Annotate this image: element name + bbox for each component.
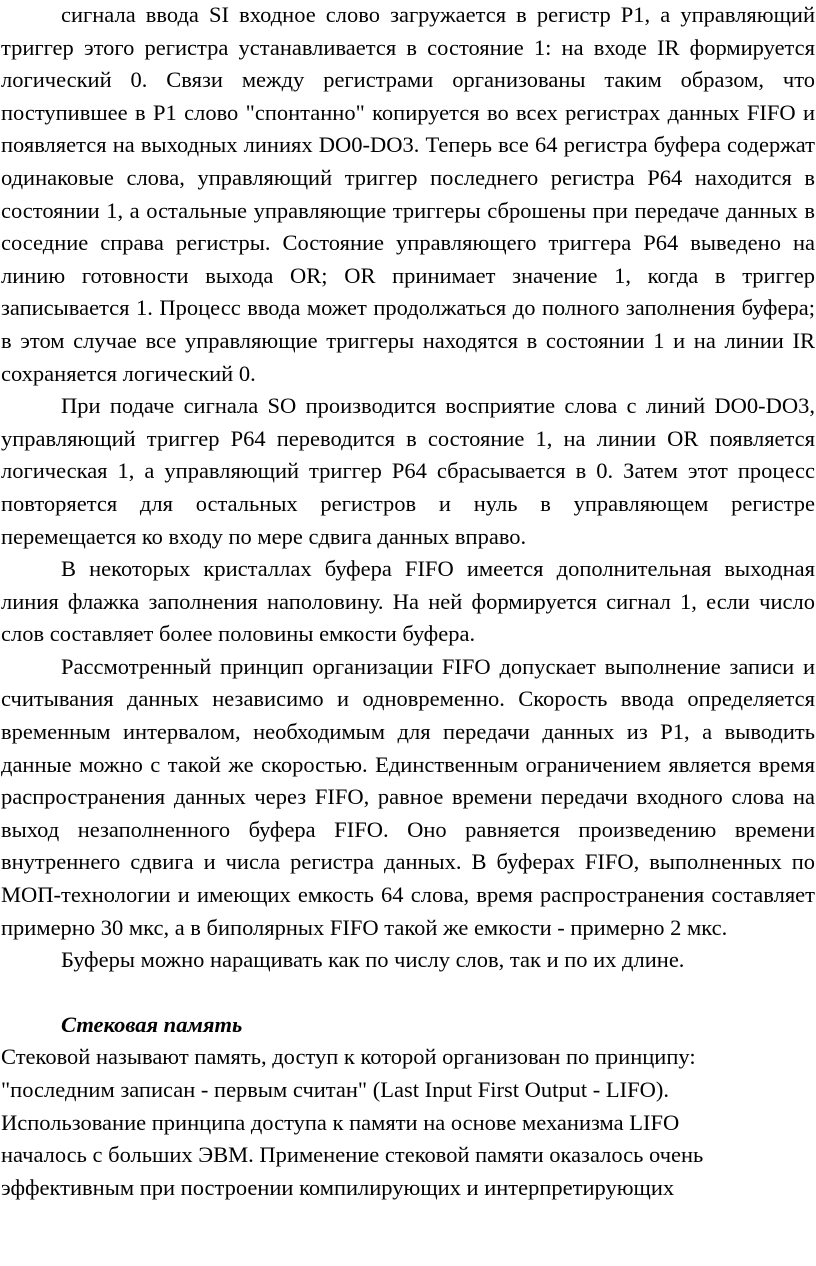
paragraph-fifo-timing: Рассмотренный принцип организации FIFO допускает выполнение записи и считывания данных независимо и одновременно. Скорость ввода определяется временным интервалом, необходимым для передачи данных из P1, а выводить данные можно с такой же скоростью. Единственным ограничением является время распространения данных через FIFO, равное времени передачи входного слова на выход незаполненного буфера FIFO. Оно равняется произведению времени внутреннего сдвига и числа регистра данных. В буферах FIFO, выполненных по МОП-технологии и имеющих емкость 64 слова, время распространения составляет примерно 30 мкс, а в биполярных FIFO такой же емкости - примерно 2 мкс.: [1, 653, 815, 940]
section-heading: Стековая память: [61, 1011, 243, 1037]
section-body: [1, 1041, 815, 1204]
section-line: Использование принципа доступа к памяти на основе механизма LIFO: [1, 1109, 680, 1135]
paragraph-buffer-expansion: Буферы можно наращивать как по числу слов, так и по их длине.: [61, 947, 685, 973]
section-line: эффективным при построении компилирующих и интерпретирующих: [1, 1174, 675, 1200]
section-line: "последним записан - первым считан" (Last Input First Output - LIFO).: [1, 1077, 669, 1102]
section-line: началось с больших ЭВМ. Применение стековой памяти оказалось очень: [1, 1142, 704, 1168]
paragraph-fifo-output: При подаче сигнала SO производится восприятие слова с линий DO0-DO3, управляющий триггер P64 переводится в состояние 1, на линии OR появляется логическая 1, а управляющий триггер P64 сбрасывается в 0. Затем этот процесс повторяется для остальных регистров и нуль в управляющем регистре перемещается ко входу по мере сдвига данных вправо.: [1, 393, 815, 549]
paragraph-half-full-flag: В некоторых кристаллах буфера FIFO имеется дополнительная выходная линия флажка заполнения наполовину. На ней формируется сигнал 1, если число слов составляет более половины емкости буфера.: [1, 556, 815, 647]
paragraph-fifo-input: сигнала ввода SI входное слово загружается в регистр P1, а управляющий триггер этого регистра устанавливается в состояние 1: на входе IR формируется логический 0. Связи между регистрами организованы таким образом, что поступившее в P1 слово "спонтанно" копируется во всех регистрах данных FIFO и появляется на выходных линиях DO0-DO3. Теперь все 64 регистра буфера содержат одинаковые слова, управляющий триггер последнего регистра P64 находится в состоянии 1, а остальные управляющие триггеры сброшены при передаче данных в соседние справа регистры. Состояние управляющего триггера P64 выведено на линию готовности выхода OR; OR принимает значение 1, когда в триггер записывается 1. Процесс ввода может продолжаться до полного заполнения буфера; в этом случае все управляющие триггеры находятся в состоянии 1 и на линии IR сохраняется логический 0.: [1, 2, 815, 386]
section-spacer: [1, 977, 815, 1009]
section-line: Стековой называют память, доступ к которой организован по принципу:: [1, 1044, 696, 1070]
